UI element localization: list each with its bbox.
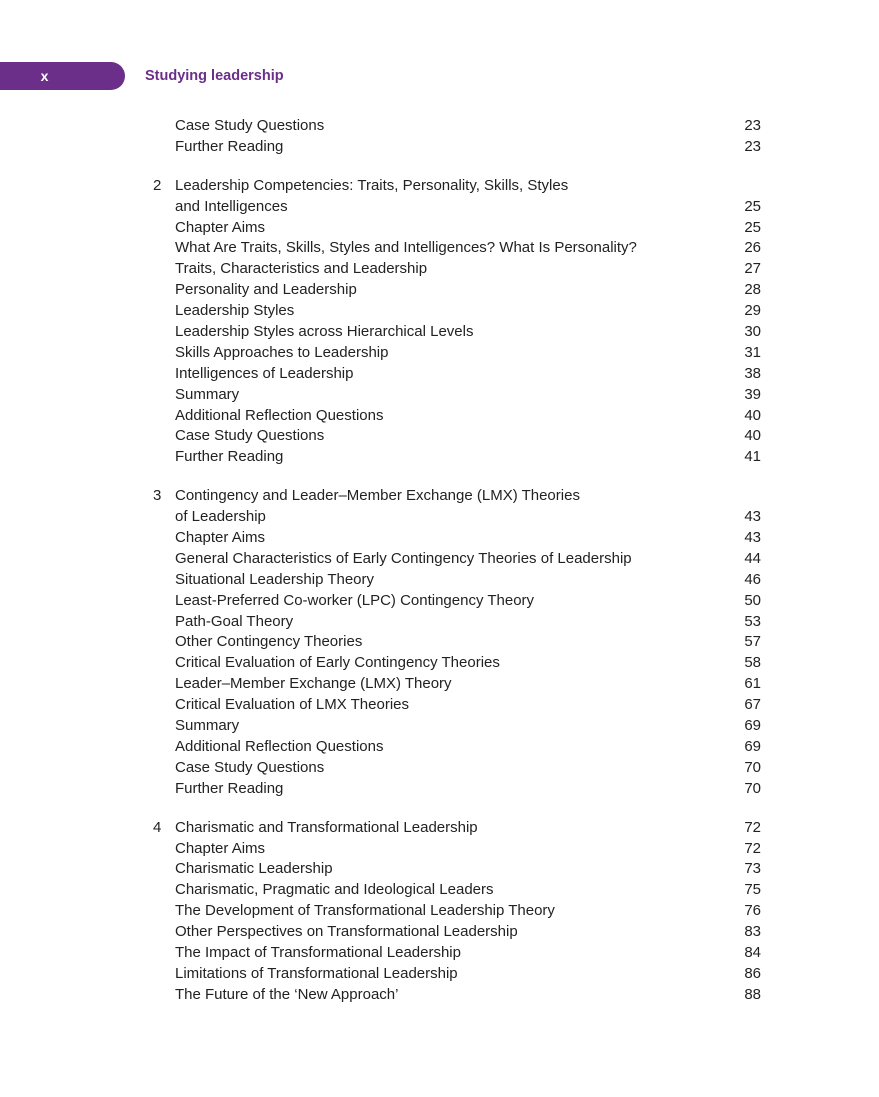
entry-title: Intelligences of Leadership	[175, 364, 354, 382]
toc-entry[interactable]	[0, 507, 879, 528]
toc-entry[interactable]	[0, 447, 879, 468]
entry-title: Other Contingency Theories	[175, 633, 363, 651]
entry-title: Further Reading	[175, 779, 284, 797]
page-number: 40	[744, 427, 761, 445]
page-number: 76	[744, 902, 761, 920]
toc-entry[interactable]	[0, 218, 879, 239]
toc-entry[interactable]	[0, 197, 879, 218]
toc-entry[interactable]	[0, 985, 879, 1006]
toc-entry[interactable]	[0, 964, 879, 985]
entry-title: Leadership Styles	[175, 302, 295, 320]
entry-title: The Impact of Transformational Leadership	[175, 943, 461, 961]
page-number: 31	[744, 343, 761, 361]
toc-entry[interactable]	[0, 591, 879, 612]
page-number: 69	[744, 717, 761, 735]
entry-title: Path-Goal Theory	[175, 612, 294, 630]
entry-title: Further Reading	[175, 448, 284, 466]
entry-title: Chapter Aims	[175, 218, 266, 236]
entry-title: What Are Traits, Skills, Styles and Intelligences? What Is Personality?	[175, 239, 637, 257]
entry-title: Least-Preferred Co-worker (LPC) Contingency Theory	[175, 591, 535, 609]
entry-title: of Leadership	[175, 508, 266, 526]
page-number: 88	[744, 985, 761, 1003]
page-number: 73	[744, 860, 761, 878]
toc-entry[interactable]	[0, 922, 879, 943]
entry-title: Limitations of Transformational Leadership	[175, 964, 458, 982]
page-number: 70	[744, 758, 761, 776]
section-gap	[0, 468, 879, 486]
page-number: 72	[744, 839, 761, 857]
toc-entry[interactable]	[0, 737, 879, 758]
page-number: 26	[744, 239, 761, 257]
toc-entry[interactable]	[0, 901, 879, 922]
page-number: 83	[744, 923, 761, 941]
toc-entry[interactable]	[0, 653, 879, 674]
page-number: 43	[744, 529, 761, 547]
page-number: 40	[744, 406, 761, 424]
toc-entry[interactable]	[0, 426, 879, 447]
entry-title: Contingency and Leader–Member Exchange (LMX) Theories	[175, 487, 580, 505]
chapter-number: 2	[153, 176, 162, 194]
page-number: 44	[744, 549, 761, 567]
toc-entry[interactable]	[0, 839, 879, 860]
entry-title: Skills Approaches to Leadership	[175, 343, 389, 361]
entry-title: Leadership Competencies: Traits, Personality, Skills, Styles	[175, 176, 569, 194]
entry-title: and Intelligences	[175, 197, 288, 215]
page-number: 69	[744, 737, 761, 755]
entry-title: Traits, Characteristics and Leadership	[175, 260, 428, 278]
page-number: 23	[744, 137, 761, 155]
running-title: Studying leadership	[145, 68, 284, 84]
toc-entry[interactable]	[0, 238, 879, 259]
entry-title: Case Study Questions	[175, 117, 325, 134]
toc-entry[interactable]	[0, 674, 879, 695]
page-number: 53	[744, 612, 761, 630]
toc-chapter-entry[interactable]	[0, 486, 879, 507]
toc-entry[interactable]	[0, 570, 879, 591]
page-number: 84	[744, 943, 761, 961]
page-number: 29	[744, 302, 761, 320]
entry-title: Case Study Questions	[175, 427, 325, 445]
toc-entry[interactable]	[0, 385, 879, 406]
entry-title: Chapter Aims	[175, 529, 266, 547]
entry-title: Leader–Member Exchange (LMX) Theory	[175, 675, 452, 693]
toc-entry[interactable]	[0, 695, 879, 716]
page-number: 27	[744, 260, 761, 278]
entry-title: The Development of Transformational Leadership Theory	[175, 902, 555, 920]
toc-entry[interactable]	[0, 880, 879, 901]
section-gap	[0, 158, 879, 176]
chapter-number: 3	[153, 487, 162, 505]
toc-entry[interactable]	[0, 779, 879, 800]
toc-entry[interactable]	[0, 343, 879, 364]
entry-title: Personality and Leadership	[175, 281, 357, 299]
page-number: 43	[744, 508, 761, 526]
page-number: 50	[744, 591, 761, 609]
table-of-contents	[0, 116, 879, 1006]
toc-chapter-entry[interactable]	[0, 818, 879, 839]
toc-entry[interactable]	[0, 137, 879, 158]
entry-title: Additional Reflection Questions	[175, 737, 384, 755]
entry-title: Summary	[175, 717, 240, 735]
entry-title: Charismatic, Pragmatic and Ideological Leaders	[175, 881, 494, 899]
entry-title: General Characteristics of Early Contingency Theories of Leadership	[175, 549, 632, 567]
toc-entry[interactable]	[0, 549, 879, 570]
page-number: 23	[744, 117, 761, 134]
entry-title: Additional Reflection Questions	[175, 406, 384, 424]
page-number: 46	[744, 570, 761, 588]
toc-entry[interactable]	[0, 301, 879, 322]
page-number: 41	[744, 448, 761, 466]
page-number: 25	[744, 218, 761, 236]
toc-entry[interactable]	[0, 528, 879, 549]
entry-title: Case Study Questions	[175, 758, 325, 776]
entry-title: Further Reading	[175, 137, 284, 155]
page-number: 39	[744, 385, 761, 403]
entry-title: Critical Evaluation of LMX Theories	[175, 696, 409, 714]
page-number: 72	[744, 818, 761, 836]
toc-entry[interactable]	[0, 364, 879, 385]
toc-entry[interactable]	[0, 716, 879, 737]
entry-title: Charismatic and Transformational Leadership	[175, 818, 478, 836]
page-number: 57	[744, 633, 761, 651]
toc-entry[interactable]	[0, 632, 879, 653]
toc-entry[interactable]	[0, 758, 879, 779]
entry-title: The Future of the ‘New Approach’	[175, 985, 399, 1003]
toc-entry[interactable]	[0, 259, 879, 280]
toc-entry[interactable]	[0, 943, 879, 964]
toc-chapter-entry[interactable]	[0, 176, 879, 197]
entry-title: Leadership Styles across Hierarchical Levels	[175, 323, 474, 341]
entry-title: Summary	[175, 385, 240, 403]
section-gap	[0, 800, 879, 818]
entry-title: Situational Leadership Theory	[175, 570, 375, 588]
toc-entry[interactable]	[0, 406, 879, 427]
page-number: 75	[744, 881, 761, 899]
page-number: 58	[744, 654, 761, 672]
page-number-tab: x	[0, 62, 125, 90]
page-number: 38	[744, 364, 761, 382]
page-number: 28	[744, 281, 761, 299]
page-number: 67	[744, 696, 761, 714]
toc-entry[interactable]	[0, 116, 879, 137]
entry-title: Other Perspectives on Transformational Leadership	[175, 923, 518, 941]
page-number: 30	[744, 323, 761, 341]
toc-entry[interactable]	[0, 859, 879, 880]
page-number: 61	[744, 675, 761, 693]
page-number: 70	[744, 779, 761, 797]
chapter-number: 4	[153, 818, 162, 836]
entry-title: Chapter Aims	[175, 839, 266, 857]
entry-title: Charismatic Leadership	[175, 860, 333, 878]
toc-entry[interactable]	[0, 612, 879, 633]
running-header	[0, 62, 400, 90]
page-number: 25	[744, 197, 761, 215]
page-number: 86	[744, 964, 761, 982]
entry-title: Critical Evaluation of Early Contingency Theories	[175, 654, 500, 672]
toc-entry[interactable]	[0, 280, 879, 301]
toc-entry[interactable]	[0, 322, 879, 343]
